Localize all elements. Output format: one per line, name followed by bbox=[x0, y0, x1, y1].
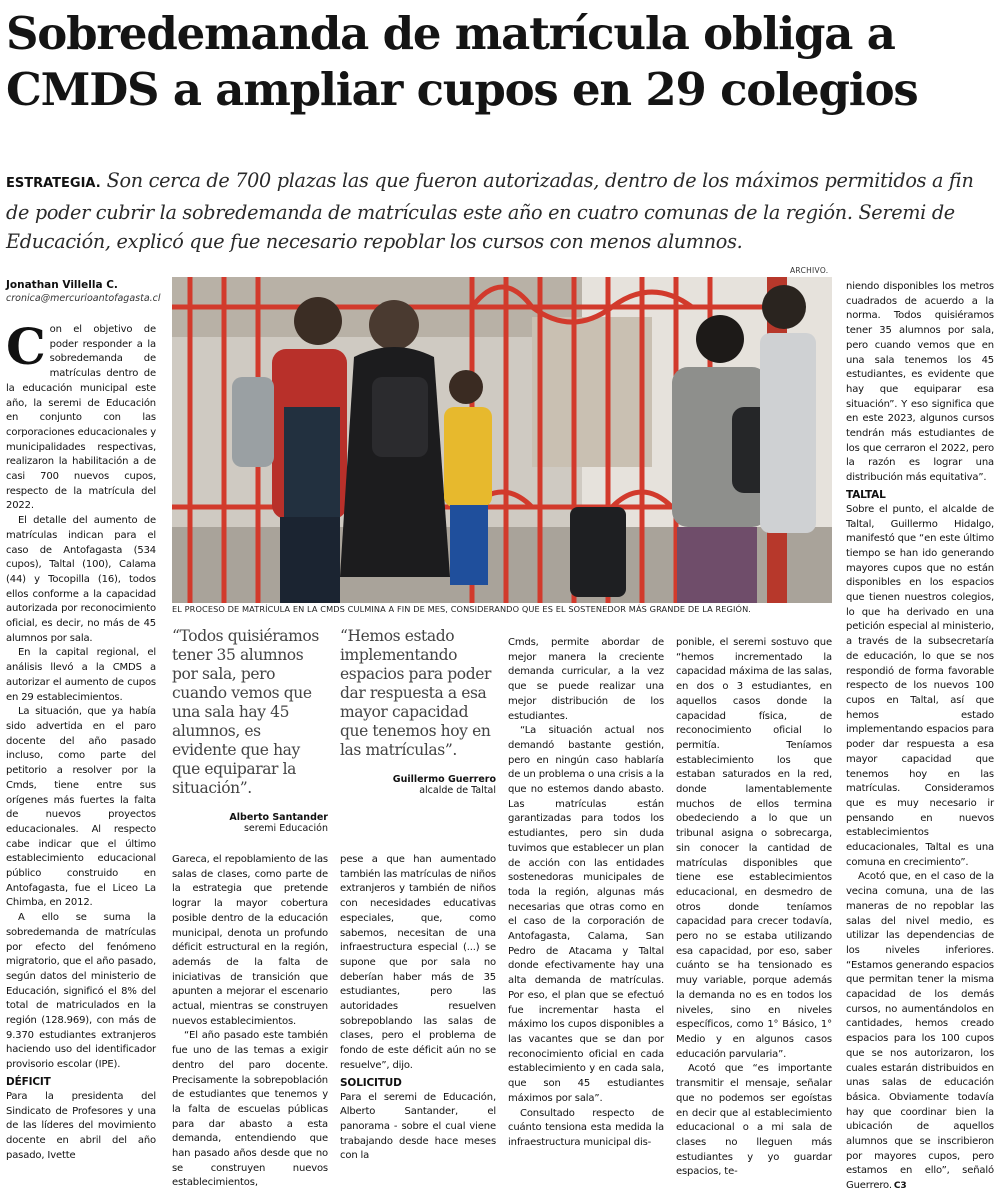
paragraph: A ello se suma la sobredemanda de matrículas por efecto del fenómeno migratorio, que el año pasado, según datos del ministerio de Educación, significó el 8% del total de matriculados en la región (128.969), con más de 9.370 estudiantes extranjeros haciendo uso del identificador provisorio escolar (IPE). bbox=[6, 912, 156, 1071]
quote-author: Guillermo Guerrero bbox=[392, 774, 496, 785]
paragraph: niendo disponibles los metros cuadrados de acuerdo a la norma. Todos quisiéramos tener 35 alumnos por sala, pero cuando vemos que en una sala tenemos los 45 estudiantes, es evidente que hay que equiparar esa situación”. Y eso significa que en este 2023, algunos cursos tendrán más estudiantes de los que cerraron el 2022, pero la razón es lograr una distribución más equitativa”. bbox=[846, 281, 994, 484]
quote-role: alcalde de Taltal bbox=[419, 785, 496, 796]
paragraph: En la capital regional, el análisis llevó a la CMDS a autorizar el aumento de cupos en 29 establecimientos. bbox=[6, 647, 156, 703]
byline bbox=[6, 278, 166, 306]
photo-caption: EL PROCESO DE MATRÍCULA EN LA CMDS CULMINA A FIN DE MES, CONSIDERANDO QUE ES EL SOSTENEDOR MÁS GRANDE DE LA REGIÓN. bbox=[172, 604, 751, 614]
paragraph: “El año pasado este también fue uno de las temas a exigir dentro del paro docente. Precisamente la sobrepoblación de estudiantes que tenemos y la falta de escuelas públicas para dar abasto a esta demanda, entendiendo que han pasado años desde que no se construyen nuevos establecimientos, bbox=[172, 1030, 328, 1189]
paragraph: Para el seremi de Educación, Alberto Santander, el panorama - sobre el cual viene trabajando desde hace meses con la bbox=[340, 1091, 496, 1162]
article-column-4 bbox=[508, 636, 664, 1151]
article-column-1 bbox=[6, 317, 156, 1163]
paragraph: La situación, que ya había sido advertida en el paro docente del año pasado incluso, como parte del petitorio a resolver por la Cmds, tiene entre sus orígenes más fuertes la falta de nuevos proyectos educacionales. Al respecto cabe indicar que el último establecimiento educacional público construido en Antofagasta, fue el Liceo La Chimba, en 2012. bbox=[6, 706, 156, 909]
quote-role: seremi Educación bbox=[243, 823, 328, 834]
photo-illustration bbox=[172, 277, 832, 603]
quote-text: “Hemos estado implementando espacios para poder dar respuesta a esa mayor capacidad que tenemos hoy en las matrículas”. bbox=[340, 627, 492, 759]
deck bbox=[6, 166, 991, 256]
author-email: cronica@mercurioantofagasta.cl bbox=[6, 293, 161, 304]
subheading-deficit: DÉFICIT bbox=[6, 1075, 51, 1088]
quote-text: “Todos quisiéramos tener 35 alumnos por sala, pero cuando vemos que una sala hay 45 alumnos, es evidente que hay que equiparar la situación”. bbox=[172, 627, 319, 797]
paragraph: El detalle del aumento de matrículas indican para el caso de Antofagasta (534 cupos), Taltal (100), Calama (44) y Tocopilla (16), todos ellos conforme a la capacidad autorizada por reconocimiento oficial, es decir, no más de 45 alumnos por sala. bbox=[6, 515, 156, 644]
article-column-3 bbox=[340, 853, 496, 1164]
author-name: Jonathan Villella C. bbox=[6, 279, 118, 291]
deck-text: Son cerca de 700 plazas las que fueron autorizadas, dentro de los máximos permitidos a fin de poder cubrir la sobredemanda de matrículas este año en cuatro comunas de la región. Seremi de Educación, explicó que fue necesario repoblar los cursos con menos alumnos. bbox=[6, 169, 974, 253]
subheading-taltal: TALTAL bbox=[846, 488, 886, 501]
subheading-solicitud: SOLICITUD bbox=[340, 1076, 402, 1089]
paragraph: ponible, el seremi sostuvo que “hemos incrementado la capacidad máxima de las salas, en dos o 3 estudiantes, en aquellos casos donde la capacidad física, de reconocimiento oficial lo permitía. Teníamos establecimiento los que estaban saturados en la red, donde lamentablemente muchos de ellos termina obedeciendo a lo que un tribunal asigna o sobrecarga, sin conocer la cantidad de matrículas disponibles que tiene ese establecimientos educacional, en desmedro de otros donde teníamos capacidad para crecer todavía, pero no se estaba utilizando esa capacidad, por eso, saber cuánto se ha tensionado es muy variable, porque además la demanda no es en todos los niveles, sino en niveles específicos, como 1° Básico, 1° Medio y en algunos casos educación parvularia”. bbox=[676, 637, 832, 1060]
paragraph: Sobre el punto, el alcalde de Taltal, Guillermo Hidalgo, manifestó que “en este último tiempo se han ido generando mayores cupos que no están disponibles en los espacios que tienen nuestros colegios, lo que ha derivado en una petición especial al ministerio, a través de la subsecretaría de educación, lo que se nos respondió de forma favorable respecto de los nuevos 100 cupos en Taltal, así que hemos estado implementando espacios para poder dar respuesta a esa mayor capacidad que tenemos hoy en las matrículas. Consideramos que es muy necesario ir pensando en nuevos establecimientos educacionales, Taltal es una comuna en crecimiento”. bbox=[846, 503, 994, 868]
article-column-2 bbox=[172, 853, 328, 1191]
drop-cap: C bbox=[6, 317, 46, 376]
paragraph: Acotó que, en el caso de la vecina comuna, una de las maneras de no repoblar las salas del nivel medio, es utilizar las dependencias de los niveles inferiores. “Estamos generando espacios que permitan tener la misma capacidad de los demás cursos, no aumentándolos en cantidades, hemos creado espacios para los 100 cupos que se nos autorizaron, los cuales estarán distribuidos en unas salas de educación básica. Obviamente todavía hay que coordinar bien la ubicación de aquellos alumnos que se inscribieron por mayores cupos, pero estamos en ello”, señaló Guerrero. C3 bbox=[846, 871, 994, 1192]
paragraph: Cmds, permite abordar de mejor manera la creciente demanda curricular, a la vez que se puede realizar una mejor distribución de los estudiantes. bbox=[508, 637, 664, 722]
lead-paragraph: Con el objetivo de poder responder a la sobredemanda de matrículas dentro de la educación municipal este año, la seremi de Educación en conjunto con las corporaciones educacionales y municipalidades respectivas, realizaron la habilitación a de casi 700 nuevos cupos, respecto de la matrícula del 2022. bbox=[6, 317, 156, 512]
photo-credit: ARCHIVO. bbox=[790, 266, 829, 275]
deck-label: ESTRATEGIA. bbox=[6, 176, 101, 191]
paragraph: “La situación actual nos demandó bastante gestión, pero en ningún caso hablaría de un problema o una crisis a la que no estemos dando abasto. Las matrículas están garantizadas para todos los estudiantes, pero sin duda tuvimos que establecer un plan de acción con las entidades sostenedoras municipales de toda la región, algunas más necesarias que otras como en el caso de la corporación de Antofagasta, Calama, San Pedro de Atacama y Taltal donde efectivamente hay una alta demanda de matrículas. Por eso, el plan que se efectuó fue incrementar hasta el máximo los cupos disponibles a las vacantes que se dan por reconocimiento oficial en cada establecimiento y en cada sala, que son 45 estudiantes máximos por sala”. bbox=[508, 725, 664, 1104]
paragraph: Gareca, el repoblamiento de las salas de clases, como parte de la estrategia que pretende lograr la mayor cobertura posible dentro de la educación municipal, denota un profundo déficit estructural en la región, además de la falta de iniciativas de transición que apunten a mejorar el escenario actual, mientras se construyen nuevos establecimientos. bbox=[172, 854, 328, 1027]
article-column-6 bbox=[846, 280, 994, 1194]
news-photo bbox=[172, 277, 832, 603]
headline: Sobredemanda de matrícula obliga a CMDS a ampliar cupos en 29 colegios bbox=[6, 7, 918, 116]
paragraph: Consultado respecto de cuánto tensiona esta medida la infraestructura municipal dis- bbox=[508, 1107, 664, 1148]
pull-quote bbox=[340, 627, 496, 796]
paragraph: pese a que han aumentado también las matrículas de niños extranjeros y también de niños con necesidades educativas especiales, que, como sabemos, necesitan de una infraestructura especial (...) se supone que por sala no deberían haber más de 35 estudiantes, pero las autoridades resuelven sobrepoblando las salas de clases, pero el problema de fondo de este déficit aún no se resuelve”, dijo. bbox=[340, 854, 496, 1071]
end-mark: C3 bbox=[893, 1181, 907, 1192]
article-column-5 bbox=[676, 636, 832, 1180]
paragraph: Acotó que “es importante transmitir el mensaje, señalar que no podemos ser egoístas en decir que al establecimiento educacional o a mi sala de clases no lleguen más estudiantes y yo guardar espacios, te- bbox=[676, 1063, 832, 1178]
pull-quote bbox=[172, 627, 328, 834]
quote-author: Alberto Santander bbox=[229, 812, 328, 823]
paragraph: Para la presidenta del Sindicato de Profesores y una de las líderes del movimiento docente en abril del año pasado, Ivette bbox=[6, 1090, 156, 1161]
